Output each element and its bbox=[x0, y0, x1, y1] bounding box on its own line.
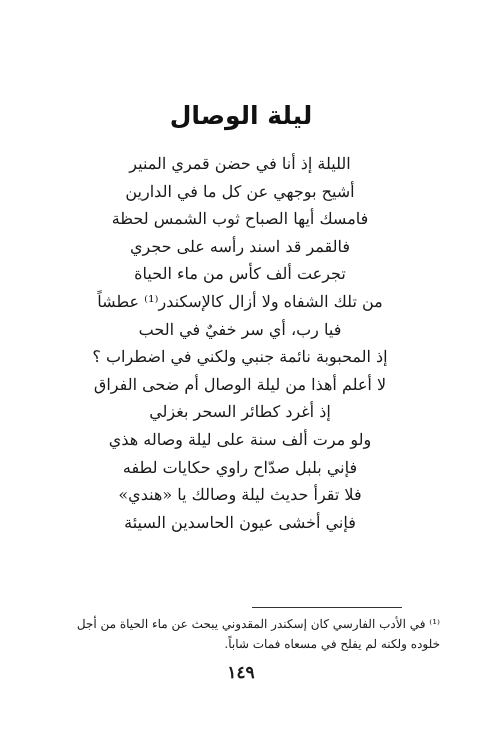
poem-line: إذ المحبوبة نائمة جنبي ولكني في اضطراب ؟ bbox=[92, 347, 388, 367]
poem-line: لا أعلم أهذا من ليلة الوصال أم ضحى الفراق bbox=[93, 374, 387, 394]
footnote bbox=[40, 614, 440, 654]
poem-line: أشيح بوجهي عن كل ما في الدارين bbox=[125, 181, 355, 201]
footnote-line: ⁽¹⁾ في الأدب الفارسي كان إسكندر المقدوني يبحث عن ماء الحياة من أجل bbox=[76, 617, 440, 631]
poem-line: فيا رب، أي سر خفيٌ في الحب bbox=[138, 319, 342, 339]
page-number: ١٤٩ bbox=[227, 663, 255, 683]
poem-line: من تلك الشفاه ولا أزال كالإسكندر⁽¹⁾ عطشاً bbox=[97, 291, 383, 311]
poem-line: فامسك أيها الصباح ثوب الشمس لحظة bbox=[111, 209, 369, 229]
poem-line: فلا تقرأ حديث ليلة وصالك يا «هندي» bbox=[118, 485, 362, 505]
poem-line: ولو مرت ألف سنة على ليلة وصاله هذي bbox=[108, 429, 372, 449]
poem-line: الليلة إذ أنا في حضن قمري المنير bbox=[129, 154, 351, 173]
poem-line: فالقمر قد اسند رأسه على حجري bbox=[129, 236, 351, 256]
poem-line: فإني أخشى عيون الحاسدين السيئة bbox=[124, 512, 356, 532]
poem-body bbox=[30, 150, 450, 536]
footnote-divider bbox=[252, 607, 402, 608]
poem-line: تجرعت ألف كأس من ماء الحياة bbox=[134, 264, 346, 284]
footnote-line: خلوده ولكنه لم يفلح في مسعاه فمات شاباً. bbox=[224, 637, 440, 651]
poem-title: ليلة الوصال bbox=[169, 101, 313, 130]
poem-line: إذ أغرد كطائر السحر بغزلي bbox=[149, 402, 331, 422]
poem-line: فإني بلبل صدّاح راوي حكايات لطفه bbox=[122, 457, 358, 477]
